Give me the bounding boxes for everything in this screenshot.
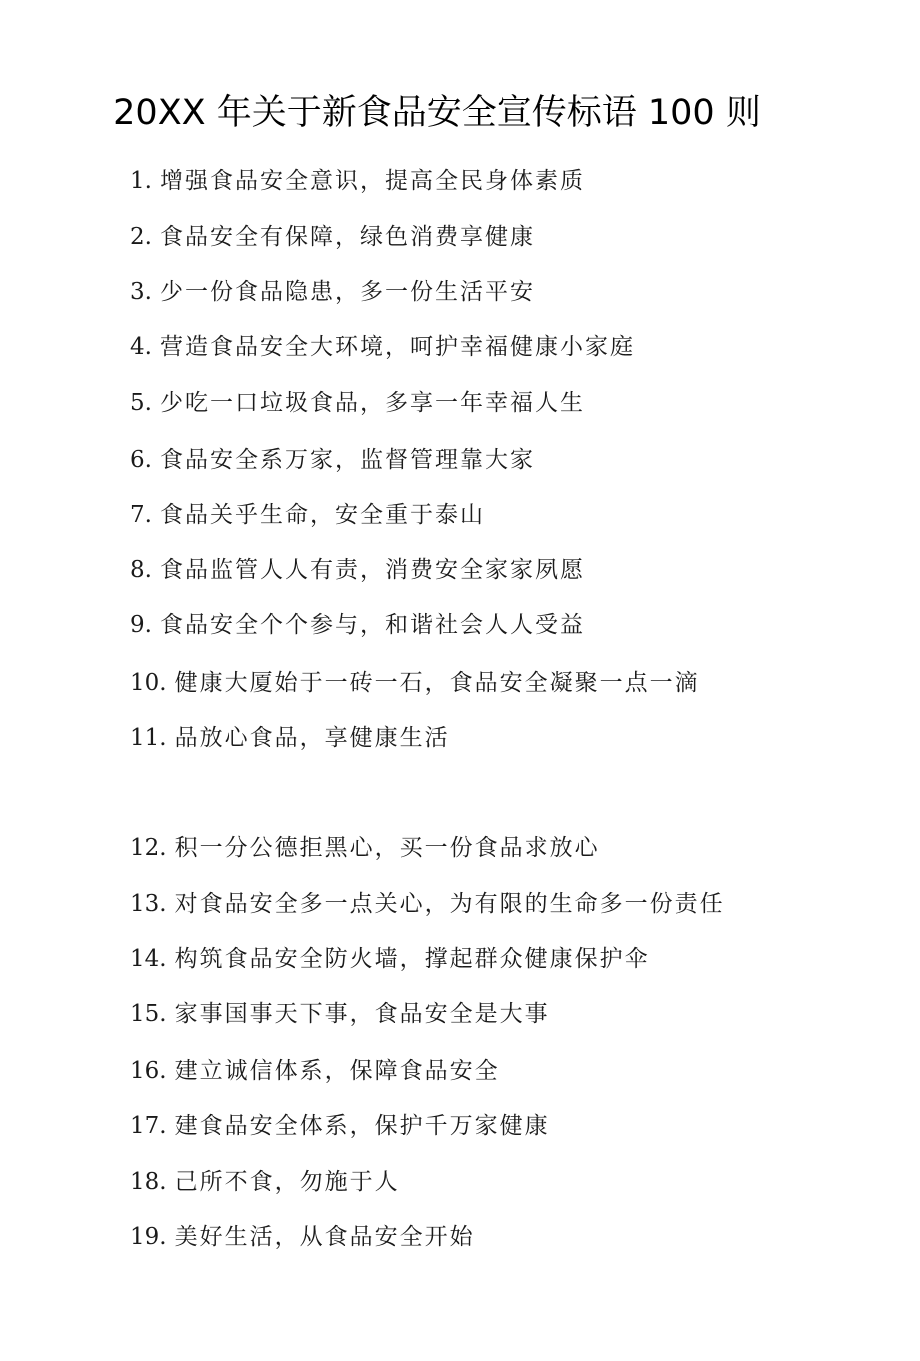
list-item xyxy=(130,996,550,1032)
item-text: 美好生活，从食品安全开始 xyxy=(174,1224,475,1250)
item-text: 构筑食品安全防火墙，撑起群众健康保护伞 xyxy=(174,946,650,972)
item-text: 食品安全有保障，绿色消费享健康 xyxy=(159,224,535,250)
item-number: 15. xyxy=(130,1001,167,1027)
item-number: 9. xyxy=(130,612,152,638)
item-text: 少吃一口垃圾食品，多享一年幸福人生 xyxy=(159,390,585,416)
item-text: 建食品安全体系，保护千万家健康 xyxy=(174,1113,550,1139)
item-number: 17. xyxy=(130,1113,167,1139)
item-text: 食品监管人人有责，消费安全家家夙愿 xyxy=(159,557,585,583)
item-text: 品放心食品，享健康生活 xyxy=(174,725,450,751)
list-item xyxy=(130,163,585,199)
item-text: 食品关乎生命，安全重于泰山 xyxy=(159,502,485,528)
item-text: 对食品安全多一点关心，为有限的生命多一份责任 xyxy=(174,891,725,917)
item-number: 5. xyxy=(130,390,152,416)
item-text: 营造食品安全大环境，呵护幸福健康小家庭 xyxy=(159,334,635,360)
item-number: 7. xyxy=(130,502,152,528)
item-number: 19. xyxy=(130,1224,167,1250)
list-item xyxy=(130,552,585,588)
item-text: 家事国事天下事，食品安全是大事 xyxy=(174,1001,550,1027)
list-item xyxy=(130,607,585,643)
list-item xyxy=(130,329,635,365)
list-item xyxy=(130,497,485,533)
list-item xyxy=(130,274,535,310)
item-text: 健康大厦始于一砖一石，食品安全凝聚一点一滴 xyxy=(174,670,700,696)
item-text: 增强食品安全意识，提高全民身体素质 xyxy=(159,168,585,194)
item-number: 11. xyxy=(130,725,167,751)
list-item xyxy=(130,1219,475,1255)
item-number: 2. xyxy=(130,224,152,250)
list-item xyxy=(130,1164,400,1200)
item-number: 18. xyxy=(130,1169,167,1195)
list-item xyxy=(130,219,535,255)
item-text: 少一份食品隐患，多一份生活平安 xyxy=(159,279,535,305)
item-text: 食品安全系万家，监督管理靠大家 xyxy=(159,447,535,473)
item-number: 14. xyxy=(130,946,167,972)
item-number: 4. xyxy=(130,334,152,360)
item-number: 8. xyxy=(130,557,152,583)
list-item xyxy=(130,442,535,478)
list-item xyxy=(130,830,600,866)
item-number: 3. xyxy=(130,279,152,305)
list-item xyxy=(130,1108,550,1144)
item-number: 10. xyxy=(130,670,167,696)
item-text: 食品安全个个参与，和谐社会人人受益 xyxy=(159,612,585,638)
document-title: 20XX 年关于新食品安全宣传标语 100 则 xyxy=(113,93,761,133)
list-item xyxy=(130,385,585,421)
item-number: 13. xyxy=(130,891,167,917)
item-text: 积一分公德拒黑心，买一份食品求放心 xyxy=(174,835,600,861)
list-item xyxy=(130,665,700,701)
item-text: 己所不食，勿施于人 xyxy=(174,1169,400,1195)
list-item xyxy=(130,1053,500,1089)
item-number: 6. xyxy=(130,447,152,473)
list-item xyxy=(130,886,725,922)
item-number: 16. xyxy=(130,1058,167,1084)
item-number: 12. xyxy=(130,835,167,861)
list-item xyxy=(130,720,450,756)
item-text: 建立诚信体系，保障食品安全 xyxy=(174,1058,500,1084)
list-item xyxy=(130,941,650,977)
item-number: 1. xyxy=(130,168,152,194)
